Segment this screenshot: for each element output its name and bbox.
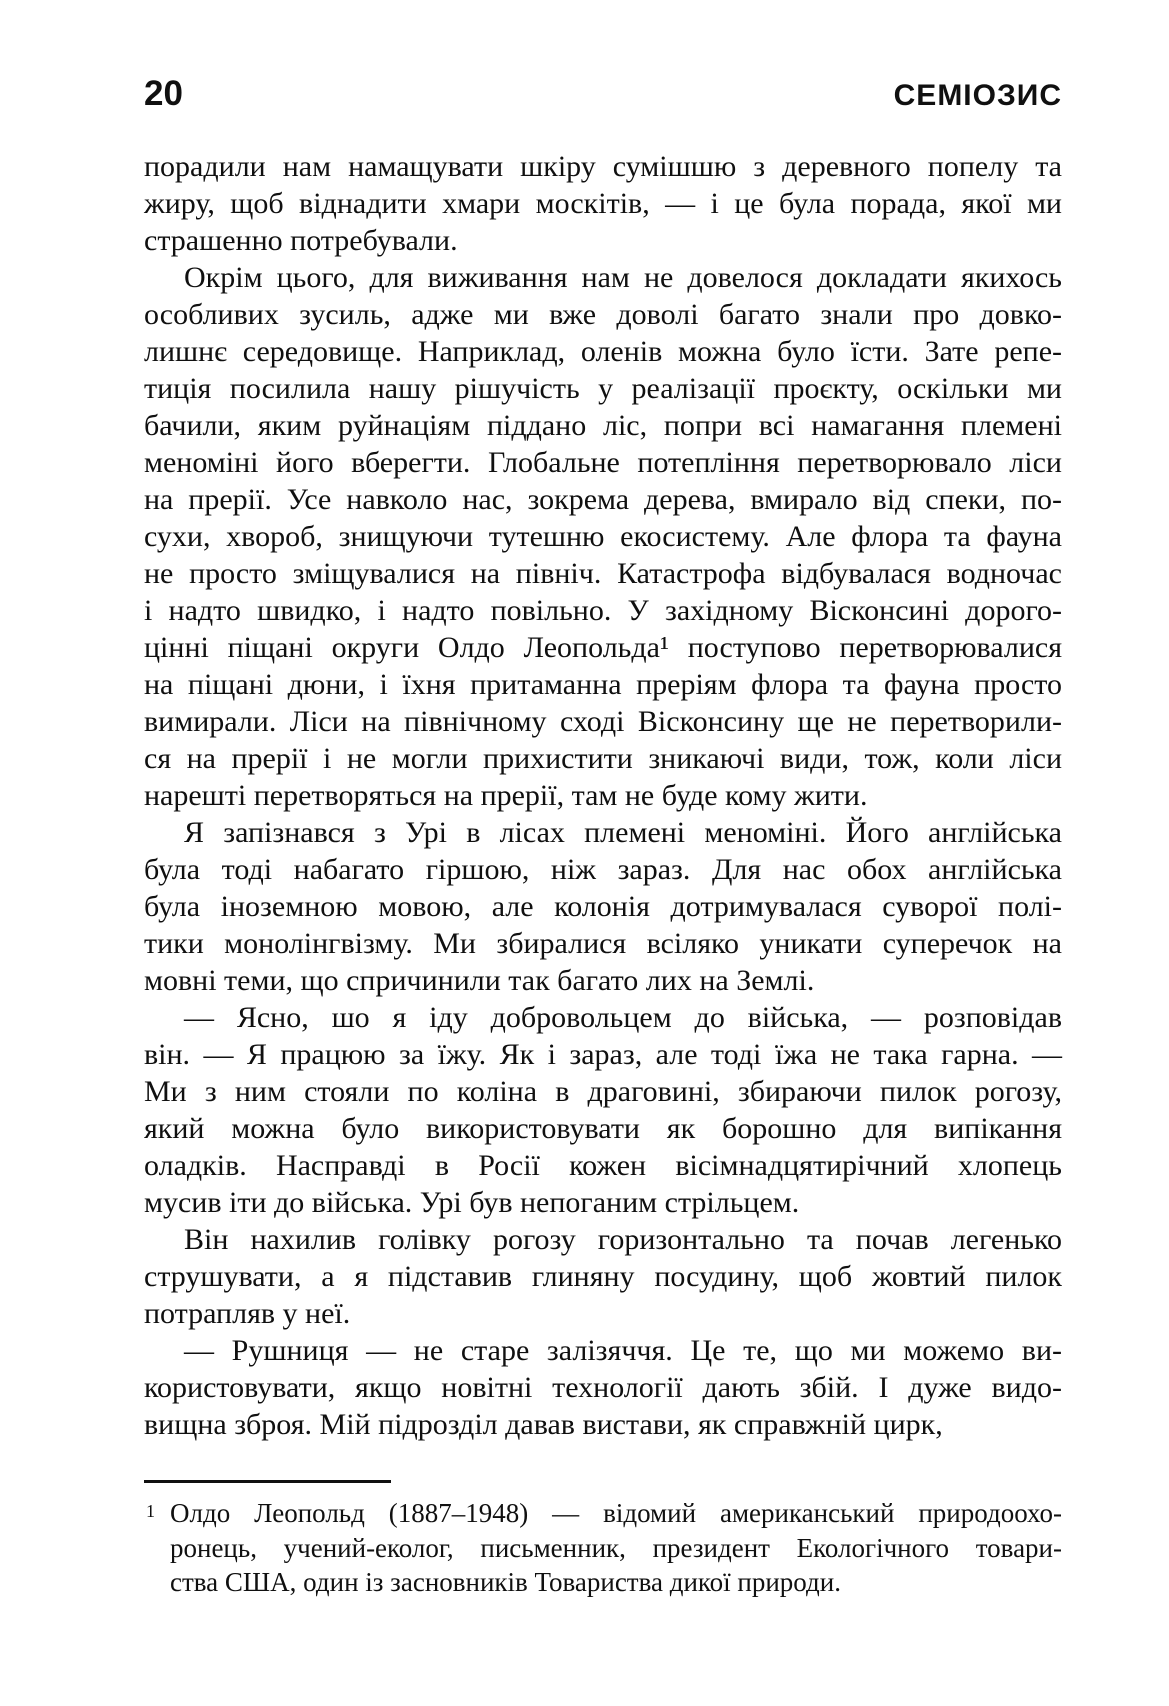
paragraph (144, 814, 1062, 999)
text-line: на піщані дюни, і їхня притаманна преріям флора та фауна просто (144, 668, 1062, 701)
text-line: страшенно потребували. (144, 224, 458, 257)
text-line: струшувати, а я підставив глиняну посудину, щоб жовтий пилок (144, 1260, 1062, 1293)
text-line: особливих зусиль, адже ми вже доволі багато знали про довко- (144, 298, 1062, 331)
paragraph (144, 999, 1062, 1221)
text-line: не просто зміщувалися на північ. Катастрофа відбувалася водночас (144, 557, 1062, 590)
text-line: Він нахилив голівку рогозу горизонтально та почав легенько (184, 1223, 1062, 1256)
footnote-line: ства США, один із засновників Товариства дикої природи. (170, 1567, 841, 1597)
text-line: користовувати, якщо новітні технології дають збій. І дуже видо- (144, 1371, 1062, 1404)
text-line: лишнє середовище. Наприклад, оленів можна було їсти. Зате репе- (144, 335, 1062, 368)
text-line: оладків. Насправді в Росії кожен вісімнадцятирічний хлопець (144, 1149, 1062, 1182)
text-line: нарешті перетворяться на прерії, там не буде кому жити. (144, 779, 868, 812)
text-line: на прерії. Усе навколо нас, зокрема дерева, вмирало від спеки, по- (144, 483, 1062, 516)
text-line: порадили нам намащувати шкіру сумішшю з деревного попелу та (144, 150, 1062, 183)
footnote (144, 1496, 1062, 1600)
text-line: вимирали. Ліси на північному сході Вісконсину ще не перетворили- (144, 705, 1062, 738)
text-line: бачили, яким руйнаціям піддано ліс, попри всі намагання племені (144, 409, 1062, 442)
text-line: меноміні його вберегти. Глобальне потепління перетворювало ліси (144, 446, 1062, 479)
text-line: — Ясно, шо я іду добровольцем до війська, — розповідав (184, 1001, 1062, 1034)
text-line: сухи, хвороб, знищуючи тутешню екосистему. Але флора та фауна (144, 520, 1062, 553)
text-line: який можна було використовувати як борошно для випікання (144, 1112, 1062, 1145)
text-line: мовні теми, що спричинили так багато лих на Землі. (144, 964, 815, 997)
text-line: Окрім цього, для виживання нам не довелося докладати якихось (184, 261, 1062, 294)
text-line: — Рушниця — не старе залізяччя. Це те, що ми можемо ви- (184, 1334, 1062, 1367)
text-line: він. — Я працюю за їжу. Як і зараз, але тоді їжа не така гарна. — (144, 1038, 1062, 1071)
footnote-line: ронець, учений-еколог, письменник, президент Екологічного товари- (170, 1532, 1062, 1563)
footnote-marker: 1 (146, 1501, 155, 1521)
text-line: цінні піщані округи Олдо Леопольда¹ поступово перетворювалися (144, 631, 1062, 664)
paragraph (144, 259, 1062, 814)
paragraph (144, 1332, 1062, 1443)
running-title: СЕМІОЗИС (893, 79, 1062, 112)
footnote-text (144, 1496, 1062, 1600)
page-number: 20 (144, 74, 183, 113)
text-line: потрапляв у неї. (144, 1297, 351, 1330)
text-line: жиру, щоб віднадити хмари москітів, — і це була порада, якої ми (144, 187, 1062, 220)
text-line: була тоді набагато гіршою, ніж зараз. Для нас обох англійська (144, 853, 1062, 886)
paragraph (144, 1221, 1062, 1332)
text-line: була іноземною мовою, але колонія дотримувалася суворої полі- (144, 890, 1062, 923)
text-line: Я запізнався з Урі в лісах племені меноміні. Його англійська (184, 816, 1062, 849)
text-line: тики монолінгвізму. Ми збиралися всіляко уникати суперечок на (144, 927, 1062, 960)
footnote-line: Олдо Леопольд (1887–1948) — відомий американський природоохо- (170, 1498, 1062, 1528)
paragraph (144, 148, 1062, 259)
text-line: Ми з ним стояли по коліна в драговині, збираючи пилок рогозу, (144, 1075, 1062, 1108)
text-line: вищна зброя. Мій підрозділ давав вистави, як справжній цирк, (144, 1408, 943, 1441)
text-line: ся на прерії і не могли прихистити зникаючі види, тож, коли ліси (144, 742, 1062, 775)
running-header (144, 74, 1062, 114)
body-text (144, 148, 1062, 1443)
text-line: і надто швидко, і надто повільно. У західному Вісконсині дорого- (144, 594, 1062, 627)
text-line: мусив іти до війська. Урі був непоганим стрільцем. (144, 1186, 800, 1219)
footnote-separator (144, 1480, 391, 1483)
text-line: тиція посилила нашу рішучість у реалізації проєкту, оскільки ми (144, 372, 1062, 405)
